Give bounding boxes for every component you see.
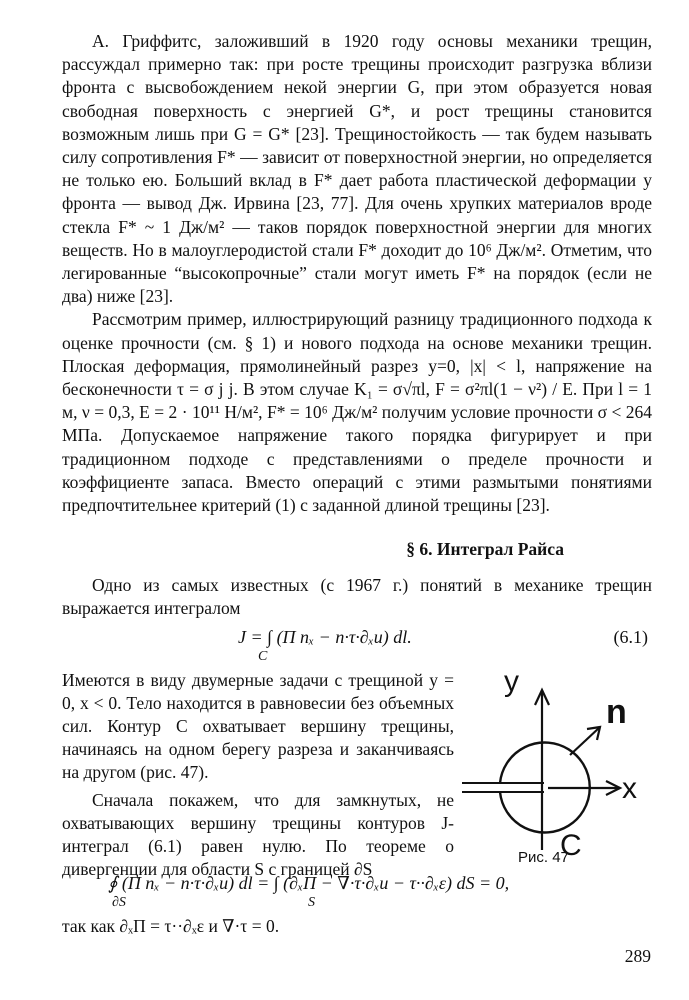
paragraph-conclusion: так как ∂ₓΠ = τ··∂ₓε и ∇·τ = 0. [62,915,280,936]
normal-vector-line [570,727,600,755]
equation-6-1-number: (6.1) [613,626,648,647]
equation-divergence [62,871,652,915]
figure-block [62,664,652,880]
label-n: n [606,692,627,731]
label-c: C [560,828,582,862]
paragraph-problem: Имеются в виду двумерные задачи с трещиной y = 0, x < 0. Тело находится в равновесии без объемных сил. Контур C охватывает вершину трещины, начинаясь на одном берегу разреза и заканчиваясь на другом (рис. 47). [62,669,454,783]
label-x: x [622,771,637,805]
figure-side-text [62,669,454,882]
label-y: y [504,664,519,698]
figure-47 [460,665,656,865]
equation-6-1-body: J = ∫ (Π nₓ − n·τ·∂ₓu) dl. [238,626,412,647]
paragraph-example: Рассмотрим пример, иллюстрирующий разницу традиционного подхода к оценке прочности (см. § 1) и нового подхода на основе механики трещин. Плоская деформация, прямолинейный разрез y=0, |x| < l, напряжение на бесконечности τ = σ j j. В этом случае K₁ = σ√πl, F = σ²πl(1 − ν²) / E. При l = 1 м, ν = 0,3, E = 2 · 10¹¹ Н/м², F* = 10⁶ Дж/м² получим условие прочности σ < 264 МПа. Допускаемое напряжение такого порядка фигурирует и при традиционном подходе с представлениями о пределе прочности и коэффициенте запаса. Вместо операций с этими размытыми понятиями предпочтительнее критерий (1) с заданной длиной трещины [23]. [62,309,652,516]
paragraph-rice-intro: Одно из самых известных (с 1967 г.) понятий в механике трещин выражается интегралом [62,575,652,619]
equation-divergence-domain: S [308,894,315,910]
page-number: 289 [624,946,651,966]
page-content [62,30,652,938]
equation-divergence-body: ∮ (Π nₓ − n·τ·∂ₓu) dl = ∫ (∂ₓΠ − ∇·τ·∂ₓu − τ··∂ₓε) dS = 0, [108,872,510,893]
equation-6-1-contour: C [258,648,268,664]
paragraph-griffith: А. Гриффитс, заложивший в 1920 году основы механики трещин, рассуждал примерно так: при росте трещины происходит разгрузка вблизи фронта с высвобождением некой энергии G, при этом образуется новая свободная поверхность с энергией G*, и рост трещины становится возможным лишь при G = G* [23]. Трещиностойкость — так будем называть силу сопротивления F* — зависит от поверхностной энергии, но определяется не только ею. Больший вклад в F* дает работа пластической деформации у фронта — вывод Дж. Ирвина [23, 77]. Для очень хрупких материалов вроде стекла F* ~ 1 Дж/м² — таков порядок поверхностной энергии для многих веществ. Но в малоуглеродистой стали F* доходит до 10⁶ Дж/м². Отметим, что легированные “высокопрочные” стали могут иметь F* на порядок (если не два) ниже [23]. [62,31,652,307]
figure-caption: Рис. 47 [518,848,569,866]
equation-divergence-boundary: ∂S [112,894,126,910]
section-heading: § 6. Интеграл Райса [406,539,564,560]
paragraph-divergence: Сначала покажем, что для замкнутых, не охватывающих вершину трещины контуров J-интеграл (6.1) равен нулю. По теореме о дивергенции для области S с границей ∂S [62,789,454,880]
equation-6-1 [62,621,652,669]
